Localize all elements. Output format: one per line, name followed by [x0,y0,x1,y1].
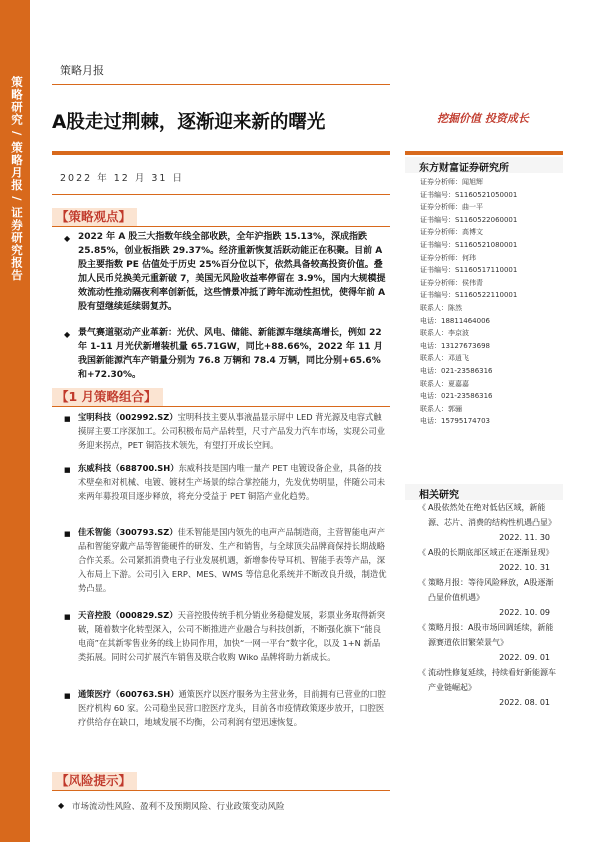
square-bullet-icon: ■ [64,415,71,423]
related-research-header [405,484,563,500]
diamond-bullet-icon: ◆ [58,801,65,810]
analyst-row-1-cert: 证书编号：S1160521050001 [420,190,518,199]
diamond-bullet-icon: ◆ [64,234,71,243]
contact-row-2-phone: 电话：13127673698 [420,341,490,350]
slogan: 挖掘价值 投资成长 [437,112,529,125]
analyst-row-4-name: 证券分析师：何玮 [420,253,476,262]
portfolio-stock-name-5: 通策医疗（600763.SH） [78,689,179,699]
analyst-row-2-cert: 证书编号：S1160522060001 [420,215,518,224]
related-item-date: 2022. 10. 09 [499,608,550,617]
related-item-title: 《 A股依然处在绝对低估区域，新能源、芯片、消费的结构性机遇凸显》 [420,500,560,530]
portfolio-item-5 [78,687,388,729]
title-rule [52,151,390,155]
viewpoint-paragraph-2: 景气赛道驱动产业革新：光伏、风电、储能、新能源车继续高增长，例如 22 年 1-11 月光伏新增装机量 65.71GW，同比+88.66%，2022 年 11 月我国新能源汽车产销量分别为 76.8 万辆和 78.4 万辆，同比分别+65.6%和+72.30%。 [78,328,383,380]
analyst-row-3-name: 证券分析师：高博文 [420,228,483,237]
square-bullet-icon: ■ [64,466,71,474]
contact-row-4-name: 联系人：夏嘉嘉 [420,379,469,388]
related-item[interactable] [420,620,560,665]
related-item-title: 《 A股的长期底部区域正在逐渐显现》 [420,545,560,560]
contact-row-5-name: 联系人：郭骊 [420,404,462,413]
square-bullet-icon: ■ [64,530,71,538]
contact-row-1-name: 联系人：陈然 [420,303,462,312]
contact-row-5-phone: 电话：15795174703 [420,417,490,426]
section-title-viewpoint: 【策略观点】 [52,208,137,226]
related-item[interactable] [420,665,560,710]
vertical-side-bar [0,0,30,842]
analyst-row-5-name: 证券分析师：侯伟青 [420,278,483,287]
square-bullet-icon: ■ [64,692,71,700]
portfolio-stock-desc-1: 宝明科技主要从事液晶显示屏中 LED 背光源及电容式触摸屏主要工序深加工。公司积极布局产品转型，尺寸产品发力汽车市场，实现公司业务迎来拐点，PET 铜箔技术领先，有望打开成长空间。 [78,412,385,450]
contact-row-4-phone: 电话：021-23586316 [420,392,493,401]
portfolio-item-1 [78,410,388,452]
related-item[interactable] [420,500,560,545]
date-rule [52,194,390,195]
viewpoint-paragraph-1: 2022 年 A 股三大指数年线全部收跌，全年沪指跌 15.13%，深成指跌 25.85%，创业板指跌 29.37%。经济重新恢复活跃动能正在积聚。目前 A 股主要指数 PE 估值处于历史 25%百分位以下，依然具备较高投资价值。叠加人民币兑换美元重新破 7，美国无风险收益率停留在 3.9%，国内大规模提效流动性推动隔夜利率创新低，这些情景冲抵了跨年流动性担忧，使得年前 A 股有望继续延续弱复苏。 [78,232,386,312]
portfolio-stock-desc-5: 通策医疗以医疗服务为主营业务，目前拥有已营业的口腔医疗机构 60 家。公司稳坐民营口腔医疗龙头，目前各市疫情政策逐步放开，口腔医疗供给存在缺口，地域发展不均衡，公司利润有望迅速恢复。 [78,689,386,727]
section-title-portfolio: 【1 月策略组合】 [52,388,163,406]
analyst-row-1-name: 证券分析师：闻旭辉 [420,178,483,186]
analyst-row-2-name: 证券分析师：曲一平 [420,203,483,212]
related-item[interactable] [420,545,560,575]
analyst-row-3-cert: 证书编号：S1160521080001 [420,240,518,249]
related-item-title: 《 流动性修复延续，持续看好新能源车产业链崛起》 [420,665,560,695]
analyst-row-5-cert: 证书编号：S1160522110001 [420,291,518,300]
related-item-date: 2022. 10. 31 [499,563,550,572]
related-item-date: 2022. 08. 01 [499,698,550,707]
contact-row-1-phone: 电话：18811464006 [420,316,490,325]
institute-header [405,157,563,173]
analyst-list [420,177,560,429]
portfolio-item-3 [78,525,388,595]
analyst-row-4-cert: 证书编号：S1160517110001 [420,266,518,275]
related-item-title: 《 策略月报：等待风险释放，A股逐渐凸显价值机遇》 [420,575,560,605]
portfolio-item-4 [78,608,388,664]
report-date: 2022 年 12 月 31 日 [60,173,184,184]
sidebar-rule [405,151,563,155]
related-item-date: 2022. 09. 01 [499,653,550,662]
report-type: 策略月报 [60,64,104,77]
header-rule [52,84,390,85]
institute-name: 东方财富证券研究所 [419,163,509,174]
portfolio-stock-name-3: 佳禾智能（300793.SZ） [78,527,178,537]
portfolio-stock-name-2: 东威科技（688700.SH） [78,463,179,473]
related-research-list [420,500,560,710]
portfolio-item-2 [78,461,388,503]
contact-row-3-phone: 电话：021-23586316 [420,366,493,375]
section-header-risk [52,772,390,791]
contact-row-2-name: 联系人：李京波 [420,329,469,338]
square-bullet-icon: ■ [64,613,71,621]
portfolio-stock-desc-4: 天音控股传统手机分销业务稳健发展，彩票业务取得新突破，随着数字化转型深入，公司不断推进产业融合与科技创新，不断强化旗下“能良电商”在其新零售业务的线上协同作用，加快“一网一平台”数字化，以及 1+N 新品类拓展。同时公司扩展汽车销售及联合收购 Wiko 品牌将助力新成长。 [78,610,386,662]
related-research-title: 相关研究 [419,490,459,501]
portfolio-stock-name-1: 宝明科技（002992.SZ） [78,412,178,422]
portfolio-stock-name-4: 天音控股（000829.SZ） [78,610,178,620]
section-header-viewpoint [52,208,390,227]
related-item[interactable] [420,575,560,620]
section-header-portfolio [52,388,390,407]
portfolio-stock-desc-3: 佳禾智能是国内领先的电声产品制造商，主营智能电声产品和智能穿戴产品等智能硬件的研发、生产和销售，与全球顶尖品牌商保持长期战略合作关系。公司紧抓消费电子行业发展机遇，新增参传导耳机、智能手表等产品，深入布局上下游。公司引入 ERP、MES、WMS 等信息化系统并不断改良升级，制造优势凸显。 [78,527,387,593]
contact-row-3-name: 联系人：邓逍飞 [420,354,469,363]
diamond-bullet-icon: ◆ [64,330,71,339]
related-item-title: 《 策略月报：A股市场回调延续，新能源赛道依旧繁荣景气》 [420,620,560,650]
portfolio-stock-desc-2: 东威科技是国内唯一量产 PET 电镀设备企业，具备的技术壁垒和对机械、电镀、镀材生产场景的综合掌控能力，先发优势明显，伴随公司未来两年募投项目逐步释放，将充分受益于 PET 铜箔产业化趋势。 [78,463,385,501]
page-title: A股走过荆棘，逐渐迎来新的曙光 [52,112,326,133]
section-title-risk: 【风险提示】 [52,772,137,790]
risk-text: 市场流动性风险、盈利不及预期风险、行业政策变动风险 [72,802,285,812]
vertical-category-label: 策略研究 / 策略月报 / 证券研究报告 [10,76,24,282]
related-item-date: 2022. 11. 30 [499,533,550,542]
